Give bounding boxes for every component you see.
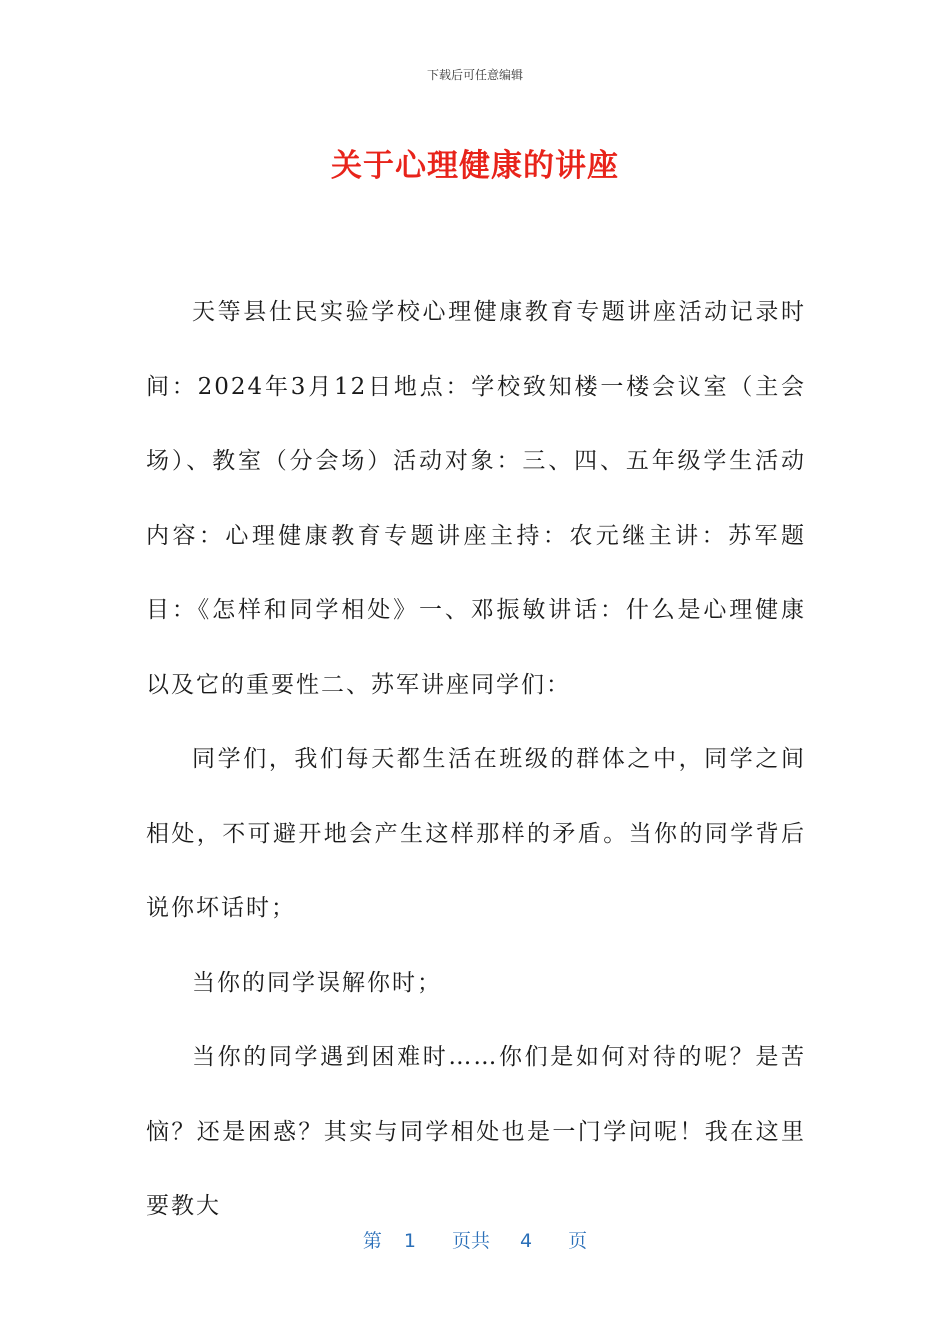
- paragraph: 同学们，我们每天都生活在班级的群体之中，同学之间相处，不可避开地会产生这样那样的矛盾。当你的同学背后说你坏话时；: [146, 746, 806, 921]
- page-label-mid: 页共: [451, 1230, 490, 1252]
- document-title: 关于心理健康的讲座: [331, 148, 619, 184]
- current-page-number: 1: [403, 1230, 416, 1252]
- page-label-suffix: 页: [568, 1230, 588, 1252]
- document-body: [146, 275, 806, 1244]
- paragraph: 当你的同学误解你时；: [192, 969, 442, 996]
- page-label-prefix: 第: [362, 1230, 382, 1252]
- paragraph: 当你的同学遇到困难时……你们是如何对待的呢？是苦恼？还是困惑？其实与同学相处也是一门学问呢！我在这里要教大: [146, 1044, 806, 1219]
- paragraph: 天等县仕民实验学校心理健康教育专题讲座活动记录时间：2024年3月12日地点：学校致知楼一楼会议室（主会场）、教室（分会场）活动对象：三、四、五年级学生活动内容：心理健康教育专题讲座主持：农元继主讲：苏军题目：《怎样和同学相处》一、邓振敏讲话：什么是心理健康以及它的重要性二、苏军讲座同学们：: [146, 299, 806, 698]
- total-pages-number: 4: [520, 1230, 533, 1252]
- header-note: 下载后可任意编辑: [426, 68, 523, 82]
- page-footer: [0, 1226, 950, 1253]
